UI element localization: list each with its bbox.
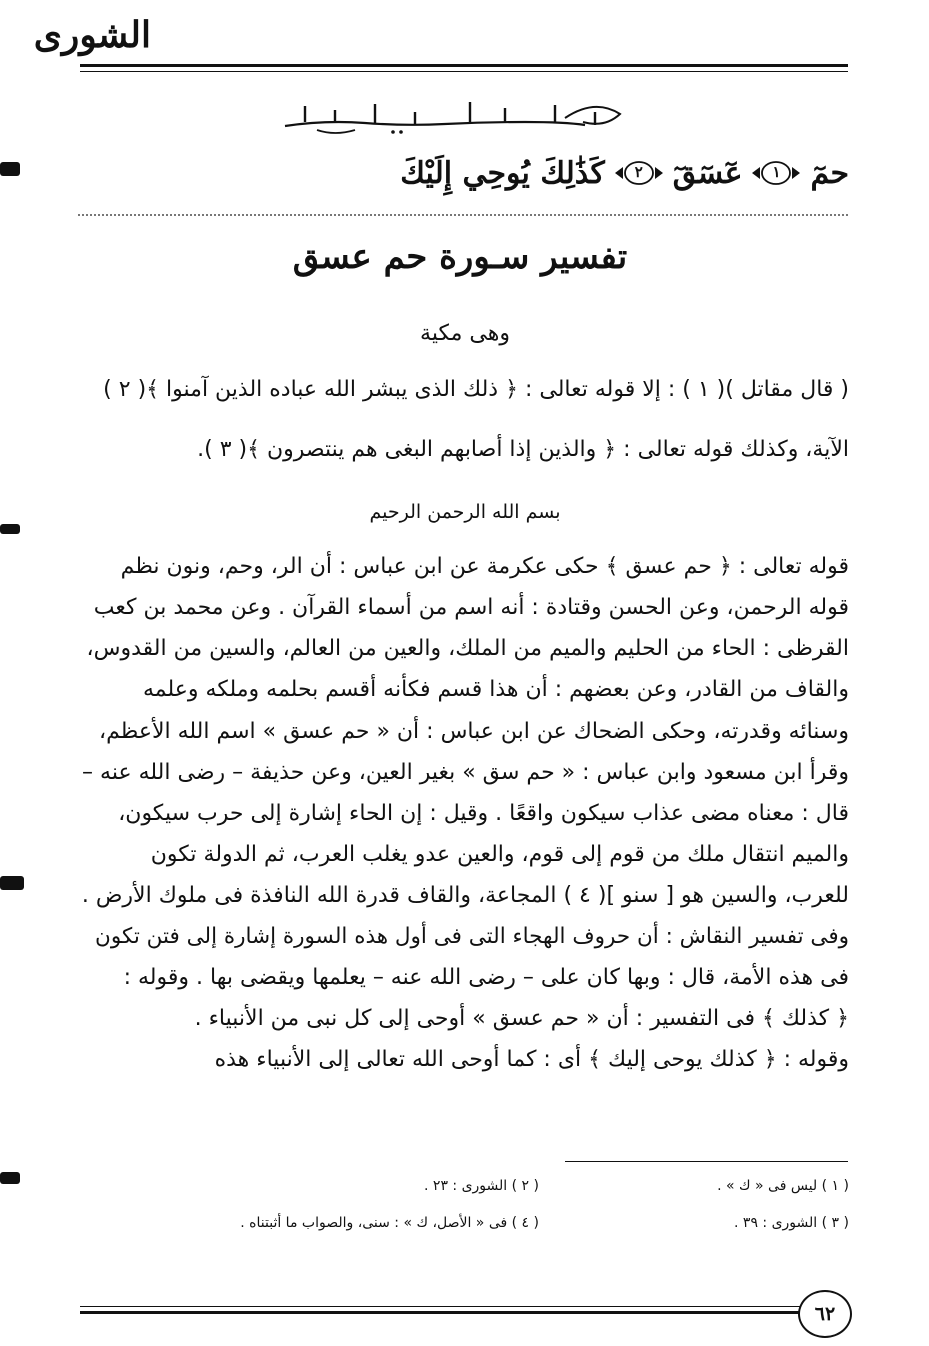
body-line: والقاف من القادر، وعن بعضهم : أن هذا قسم فكأنه أقسم بحلمه وملكه وعلمه (143, 677, 849, 702)
bleed-mark (0, 1172, 20, 1184)
footnote-4: ( ٤ ) فى « الأصل، ك » : سنى، والصواب ما أثبتناه . (240, 1215, 539, 1231)
footer-rule-thin (80, 1306, 800, 1307)
page-number: ٦٢ (798, 1290, 852, 1338)
body-line: ( قال مقاتل )( ١ ) : إلا قوله تعالى : ﴿ ذلك الذى يبشر الله عباده الذين آمنوا ﴾( ٢ ) (103, 377, 849, 402)
footnote-1: ( ١ ) ليس فى « ك » . (717, 1178, 849, 1194)
basmala-calligraphy (265, 92, 645, 138)
body-basmala: بسم الله الرحمن الرحيم (369, 501, 561, 523)
body-line: القرظى : الحاء من الحليم والميم من الملك، والعين من العالم، والسين من القدوس، (86, 636, 849, 661)
bleed-mark (0, 524, 20, 534)
ayah-number: ٢ (634, 163, 643, 181)
body-line: فى هذه الأمة، قال : وبها كان على – رضى الله عنه – يعلمها ويقضى بها . وقوله : (123, 965, 849, 990)
tafsir-title: تفسير سـورة حم عسق (292, 237, 628, 277)
footnote-3: ( ٣ ) الشورى : ٣٩ . (734, 1215, 849, 1231)
body-line: وقرأ ابن مسعود وابن عباس : « حم سق » بغير العين، وعن حذيفة – رضى الله عنه – (82, 760, 849, 785)
body-line: قال : معناه مضى عذاب سيكون واقعًا . وقيل : إن الحاء إشارة إلى حرب سيكون، (118, 801, 849, 826)
body-line: قوله تعالى : ﴿ حم عسق ﴾ حكى عكرمة عن ابن عباس : أن الر، وحم، ونون نظم (120, 554, 849, 579)
ayah-number: ١ (772, 163, 781, 181)
body-line: ﴿ كذلك ﴾ فى التفسير : أن « حم عسق » أوحى إلى كل نبى من الأنبياء . (194, 1006, 849, 1031)
body-line: والميم انتقال ملك من قوم إلى قوم، والعين عدو يغلب العرب، ثم الدولة تكون (150, 842, 849, 867)
verse-segment-ha-mim: حمٓ (810, 155, 849, 191)
body-line: للعرب، والسين هو [ سنو ]( ٤ ) المجاعة، والقاف قدرة الله النافذة فى ملوك الأرض . (81, 883, 849, 908)
header-rule-thin (80, 71, 848, 72)
ayah-marker-2 (613, 159, 665, 187)
verse-segment-kadhalika: كَذَٰلِكَ يُوحِي إِلَيْكَ (400, 155, 605, 191)
body-line: وفى تفسير النقاش : أن حروف الهجاء التى فى أول هذه السورة إشارة إلى فتن تكون (95, 924, 849, 949)
bleed-mark (0, 162, 20, 176)
body-line: وقوله : ﴿ كذلك يوحى إليك ﴾ أى : كما أوحى الله تعالى إلى الأنبياء هذه (214, 1047, 849, 1072)
header-rule-thick (80, 64, 848, 67)
body-line: الآية، وكذلك قوله تعالى : ﴿ والذين إذا أصابهم البغى هم ينتصرون ﴾( ٣ ). (197, 437, 849, 462)
ayah-marker-1 (750, 159, 802, 187)
footnote-2: ( ٢ ) الشورى : ٢٣ . (424, 1178, 539, 1194)
bleed-mark (0, 876, 24, 890)
verse-segment-ain-sin-qaf: عٓسٓقٓ (672, 155, 743, 191)
body-line: وسنائه وقدرته، وحكى الضحاك عن ابن عباس : أن « حم عسق » اسم الله الأعظم، (99, 719, 849, 744)
footer-rule-thick (80, 1311, 800, 1314)
makkiyya-note: وهى مكية (420, 321, 510, 346)
running-header-surah-name: الشورى (33, 14, 151, 56)
body-line: قوله الرحمن، وعن الحسن وقتادة : أنه اسم من أسماء القرآن . وعن محمد بن كعب (93, 595, 849, 620)
quran-verse-line (79, 150, 849, 196)
footnote-rule (565, 1161, 848, 1162)
section-divider (78, 214, 848, 216)
